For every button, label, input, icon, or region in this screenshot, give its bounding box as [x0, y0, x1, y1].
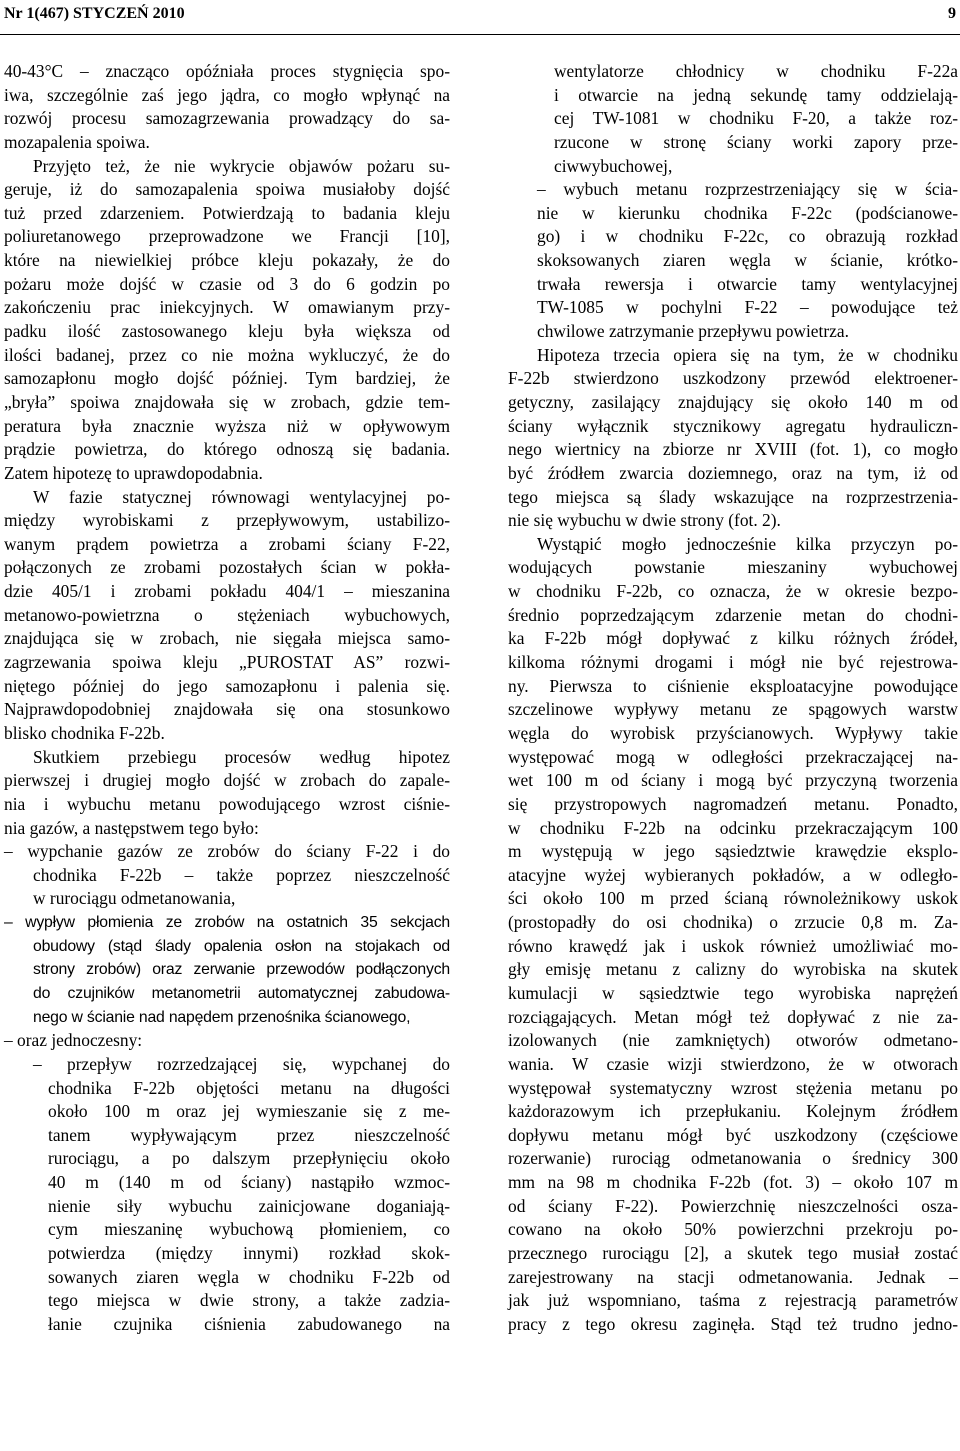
text-line: łanie czujnika ciśnienia zabudowanego na	[48, 1313, 450, 1334]
text-line: skoksowanych ziaren węgla w ścianie, krótko-	[537, 250, 958, 271]
text-line: cym mieszaninę wybuchową płomieniem, co	[48, 1219, 450, 1240]
text-line: Przyjęto też, że nie wykrycie objawów pożaru su-	[33, 155, 450, 176]
text-line: nie w kierunku chodnika F-22c (podścianowe-	[537, 202, 958, 223]
text-line: dzie 405/1 i zrobami pokładu 404/1 – mieszanina	[4, 581, 450, 602]
text-line: obudowy (stąd ślady opalenia osłon na stojakach od	[33, 937, 450, 955]
text-line: kumulacji w sąsiedztwie tego wyrobiska naprężeń	[508, 982, 958, 1003]
text-line: peratura była znacznie wyższa niż w opływowym	[4, 415, 450, 436]
text-line: przecznego rurociągu [2], a skutek tego musiał zostać	[508, 1243, 958, 1264]
text-line: 40 m (140 m od ściany) nastąpiło wzmoc-	[48, 1172, 450, 1193]
text-line: – oraz jednoczesny:	[4, 1030, 143, 1051]
text-line: zarejestrowany na stacji odmetanowania. Jednak –	[508, 1266, 958, 1287]
text-line: dopływu metanu mógł być uszkodzony (częściowe	[508, 1124, 958, 1145]
text-line: niętego później do jego samozapłonu i palenia się.	[4, 675, 450, 696]
text-line: izolowanych (nie zamkniętych) otworów odmetano-	[508, 1030, 958, 1051]
text-line: nego w ścianie nad napędem przenośnika ścianowego,	[33, 1008, 411, 1026]
text-line: trwała rewersja i otwarcie tamy wentylacyjnej	[537, 273, 958, 294]
text-line: blisko chodnika F-22b.	[4, 722, 165, 743]
page-header	[0, 0, 960, 30]
text-line: poliuretanowego przeprowadzone we Francji [10],	[4, 226, 450, 247]
text-line: samozapłonu mogło dojść później. Tym bardziej, że	[4, 368, 450, 389]
text-line: chwilowe zatrzymanie przepływu powietrza.	[537, 321, 849, 342]
text-line: zakończeniu prac iniekcyjnych. W omawianym przy-	[4, 297, 450, 318]
page-number: 9	[948, 5, 956, 22]
text-line: wania. W czasie wizji stwierdzono, że w otworach	[508, 1053, 958, 1074]
text-line: chodnika F-22b objętości metanu na długości	[48, 1077, 450, 1098]
text-line: 40-43°C – znacząco opóźniała proces stygnięcia spo-	[4, 61, 450, 81]
text-line: znajdująca się w zrobach, nie sięgała miejsca samo-	[4, 628, 450, 649]
text-line: ny. Pierwsza to ciśnienie eksploatacyjne powodujące	[508, 675, 958, 696]
text-line: prądzie powietrza, do którego odnoszą się badania.	[4, 439, 450, 460]
text-line: „bryła” spoiwa znajdowała się w zrobach, gdzie tem-	[4, 391, 450, 412]
right-text-column	[508, 60, 958, 1337]
text-line: m występują w jego sąsiedztwie krawędzie eksplo-	[508, 841, 958, 862]
text-line: cej TW-1081 w chodniku F-20, a także roz-	[554, 108, 958, 129]
text-line: wentylatorze chłodnicy w chodniku F-22a	[554, 61, 958, 81]
text-line: go) i w chodniku F-22c, co obrazują rozkład	[537, 226, 958, 247]
text-line: od ściany F-22). Powierzchnię nieszczelności osza-	[508, 1195, 958, 1216]
text-line: rozciągających. Metan mógł też dopływać z nie za-	[508, 1006, 958, 1027]
text-line: (prostopadły do osi chodnika) o zrzucie 0,8 m. Za-	[508, 912, 958, 933]
text-line: węgla do wyrobisk przyścianowych. Wypływy takie	[508, 722, 958, 743]
text-line: – wypływ płomienia ze zrobów na ostatnich 35 sekcjach	[4, 914, 450, 932]
text-line: Zatem hipotezę to uprawdopodabnia.	[4, 462, 263, 483]
text-line: się przystropowych nagromadzeń metanu. Ponadto,	[508, 793, 958, 814]
text-line: – przepływ rozrzedzającej się, wypchanej do	[33, 1053, 450, 1074]
left-text-column	[4, 60, 450, 1337]
text-line: ilości badanej, przez co nie można wykluczyć, że do	[4, 344, 450, 365]
text-line: nie się wybuchu w dwie strony (fot. 2).	[508, 510, 781, 531]
text-line: iwa, szczególnie zaś jego jądra, co mogło wpłynąć na	[4, 84, 450, 105]
text-line: w rurociągu odmetanowania,	[33, 888, 236, 909]
text-line: gły emisję metanu z calizny do wyrobiska na skutek	[508, 959, 958, 980]
text-line: pracy z tego okresu zaginęła. Stąd też trudno jedno-	[508, 1313, 958, 1334]
text-line: rurociągu, a po dalszym przepłynięciu około	[48, 1148, 450, 1169]
text-line: w chodniku F-22b, co oznacza, że w okresie bezpo-	[508, 581, 958, 602]
text-line: do czujników metanometrii automatycznej zabudowa-	[33, 984, 450, 1002]
issue-label: Nr 1(467) STYCZEŃ 2010	[4, 5, 185, 22]
text-line: wodujących powstanie mieszaniny wybuchowej	[508, 557, 958, 578]
text-line: potwierdza (między innymi) rozkład skok-	[48, 1243, 450, 1264]
text-line: wanym prądem powietrza a zrobami ściany F-22,	[4, 533, 450, 554]
text-line: ści około 100 m przed ścianą równoleżnikowy uskok	[508, 888, 958, 909]
text-line: kilkoma różnymi drogami i mógł nie być rejestrowa-	[508, 652, 958, 673]
text-line: rozwój procesu samozagrzewania prowadzący do sa-	[4, 108, 450, 129]
text-line: i otwarcie na jedną sekundę tamy oddzielają-	[554, 84, 958, 105]
text-line: atacyjne wyżej wybieranych pokładów, a w odległo-	[508, 864, 958, 885]
text-line: tanem wypływającym przez nieszczelność	[48, 1124, 450, 1145]
text-line: geruje, iż do samozapalenia spoiwa musiałoby dojść	[4, 179, 450, 200]
text-line: zagrzewania spoiwa kleju „PUROSTAT AS” rozwi-	[4, 652, 450, 673]
text-line: rzucone w stronę ściany worki zapory prze-	[554, 131, 958, 152]
text-line: strony zrobów) oraz zerwanie przewodów podłączonych	[33, 961, 450, 979]
text-line: w chodniku F-22b na odcinku przekraczającym 100	[508, 817, 958, 838]
text-line: nia gazów, a następstwem tego było:	[4, 817, 259, 838]
text-line: F-22b stwierdzono uszkodzony przewód elektroener-	[508, 368, 958, 389]
text-line: ciwwybuchowej,	[554, 155, 673, 176]
text-line: występował systematyczny wzrost stężenia metanu po	[508, 1077, 958, 1098]
text-line: rozerwanie) rurociąg odmetanowania o średnicy 300	[508, 1148, 958, 1169]
text-line: połączonych ze zrobami pozostałych ścian w pokła-	[4, 557, 450, 578]
text-line: wet 100 m od ściany i mogą być przyczyną tworzenia	[508, 770, 958, 791]
text-line: chodnika F-22b – także poprzez nieszczelność	[33, 864, 450, 885]
text-line: cowano na około 50% powierzchni przekroju po-	[508, 1219, 958, 1240]
text-line: szczelinowe wypływy metanu ze spągowych warstw	[508, 699, 958, 720]
text-line: Skutkiem przebiegu procesów według hipotez	[33, 746, 450, 767]
text-line: nego wiertnicy na zbiorze nr XVIII (fot. 1), co mogło	[508, 439, 958, 460]
text-line: pierwszej i drugiej mogło dojść w zrobach do zapale-	[4, 770, 450, 791]
text-line: ka F-22b mógł dopływać z kilku różnych źródeł,	[508, 628, 958, 649]
text-line: być źródłem zwarcia doziemnego, oraz na tym, iż od	[508, 462, 958, 483]
text-line: tego miejsca w dwie strony, a także zadzia-	[48, 1290, 450, 1311]
text-line: metanowo-powietrzna o stężeniach wybuchowych,	[4, 604, 450, 625]
text-line: padku ilość zastosowanego kleju była większa od	[4, 321, 450, 342]
text-line: jak już wspomniano, taśma z rejestracją parametrów	[508, 1290, 958, 1311]
text-line: nia i wybuchu metanu powodującego wzrost ciśnie-	[4, 793, 450, 814]
text-line: – wybuch metanu rozprzestrzeniający się w ścia-	[537, 179, 958, 200]
text-line: getyczny, zasilający znajdujący się około 140 m od	[508, 391, 958, 412]
text-line: tego miejsca są ślady wskazujące na rozprzestrzenia-	[508, 486, 958, 507]
text-line: występować mogą w odległości przekraczającej na-	[508, 746, 958, 767]
text-line: równo krawędź jak i uskok również umożliwiać mo-	[508, 935, 958, 956]
header-rule	[0, 34, 960, 35]
text-line: ściany wyłącznik stycznikowy agregatu hydrauliczn-	[508, 415, 958, 436]
text-line: tuż przed zdarzeniem. Potwierdzają to badania kleju	[4, 202, 450, 223]
text-line: Wystąpić mogło jednocześnie kilka przyczyn po-	[537, 533, 958, 554]
text-line: między wyrobiskami z przepływowym, ustabilizo-	[4, 510, 450, 531]
text-line: nienie siły wybuchu zainicjowane doganiają-	[48, 1195, 450, 1216]
text-line: około 100 m oraz jej wymieszanie się z me-	[48, 1101, 450, 1122]
text-line: – wypchanie gazów ze zrobów do ściany F-22 i do	[4, 841, 450, 862]
text-line: Najprawdopodobniej znajdowała się ona stosunkowo	[4, 699, 450, 720]
text-line: które na niewielkiej próbce kleju pokazały, że do	[4, 250, 450, 271]
text-line: sowanych ziaren węgla w chodniku F-22b od	[48, 1266, 450, 1287]
text-line: mm na 98 m chodnika F-22b (fot. 3) – około 107 m	[508, 1172, 958, 1193]
text-line: W fazie statycznej równowagi wentylacyjnej po-	[33, 486, 450, 507]
text-line: Hipoteza trzecia opiera się na tym, że w chodniku	[537, 344, 958, 365]
text-line: mozapalenia spoiwa.	[4, 131, 150, 152]
text-line: średnio poprzedzającym zdarzenie metan do chodni-	[508, 604, 958, 625]
text-line: pożaru może dojść w czasie od 3 do 6 godzin po	[4, 273, 450, 294]
text-line: TW-1085 w pochylni F-22 – powodujące też	[537, 297, 958, 318]
text-line: każdorazowym ich przepłukaniu. Kolejnym źródłem	[508, 1101, 958, 1122]
